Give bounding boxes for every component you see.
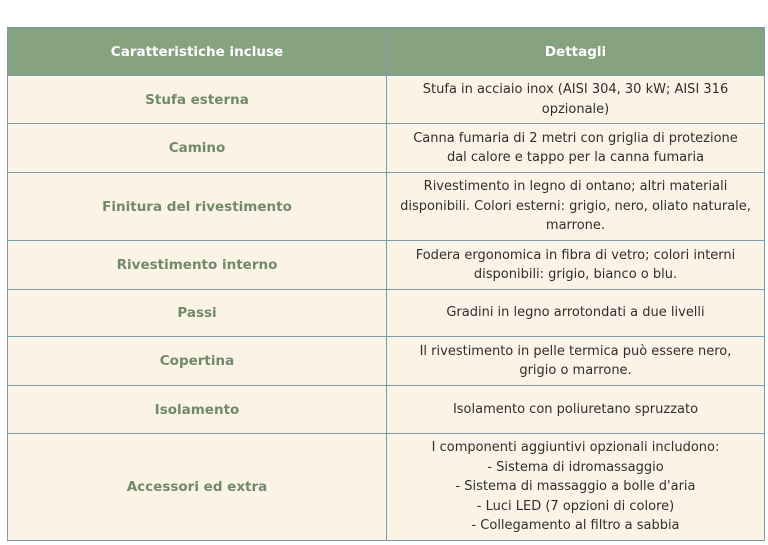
detail-line: - Sistema di massaggio a bolle d'aria [455, 479, 696, 495]
table-body [8, 76, 765, 541]
detail-line: - Luci LED (7 opzioni di colore) [476, 498, 675, 514]
detail-line: Fodera ergonomica in fibra di vetro; colori interni [415, 247, 736, 263]
detail-line: - Collegamento al filtro a sabbia [471, 518, 680, 534]
detail-cell [387, 124, 765, 173]
detail-line: marrone. [545, 218, 606, 234]
header-row [8, 28, 765, 76]
table-row [8, 76, 765, 124]
feature-cell: Rivestimento interno [8, 241, 387, 290]
detail-cell [387, 173, 765, 241]
feature-cell: Copertina [8, 337, 387, 386]
detail-line: Gradini in legno arrotondati a due livelli [446, 305, 705, 321]
detail-line: Il rivestimento in pelle termica può essere nero, [419, 343, 732, 359]
table-row [8, 337, 765, 386]
detail-line: Stufa in acciaio inox (AISI 304, 30 kW; AISI 316 [422, 82, 729, 97]
feature-cell: Camino [8, 124, 387, 173]
detail-line: I componenti aggiuntivi opzionali includono: [431, 440, 720, 456]
table-row [8, 386, 765, 434]
table-row [8, 241, 765, 290]
detail-cell [387, 434, 765, 541]
feature-cell: Finitura del rivestimento [8, 173, 387, 241]
header-feature: Caratteristiche incluse [8, 28, 387, 76]
feature-cell: Isolamento [8, 386, 387, 434]
table-header [8, 28, 765, 76]
table-row [8, 173, 765, 241]
detail-cell [387, 386, 765, 434]
detail-line: dal calore e tappo per la canna fumaria [446, 150, 705, 165]
detail-cell [387, 241, 765, 290]
table-row [8, 124, 765, 173]
table-row [8, 434, 765, 541]
detail-line: opzionale) [541, 101, 610, 117]
spec-table [7, 27, 765, 541]
detail-line: Rivestimento in legno di ontano; altri materiali [423, 179, 728, 195]
detail-cell [387, 76, 765, 124]
detail-line: Canna fumaria di 2 metri con griglia di protezione [413, 130, 738, 146]
header-details: Dettagli [387, 28, 765, 76]
feature-cell: Stufa esterna [8, 76, 387, 124]
detail-cell [387, 337, 765, 386]
detail-line: Isolamento con poliuretano spruzzato [452, 401, 699, 417]
feature-cell: Passi [8, 290, 387, 337]
detail-cell [387, 290, 765, 337]
detail-line: grigio o marrone. [519, 363, 632, 378]
detail-line: - Sistema di idromassaggio [487, 459, 664, 475]
detail-line: disponibili: grigio, bianco o blu. [473, 267, 678, 282]
feature-cell: Accessori ed extra [8, 434, 387, 541]
table-row [8, 290, 765, 337]
detail-line: disponibili. Colori esterni: grigio, nero, oliato naturale, [400, 198, 751, 214]
